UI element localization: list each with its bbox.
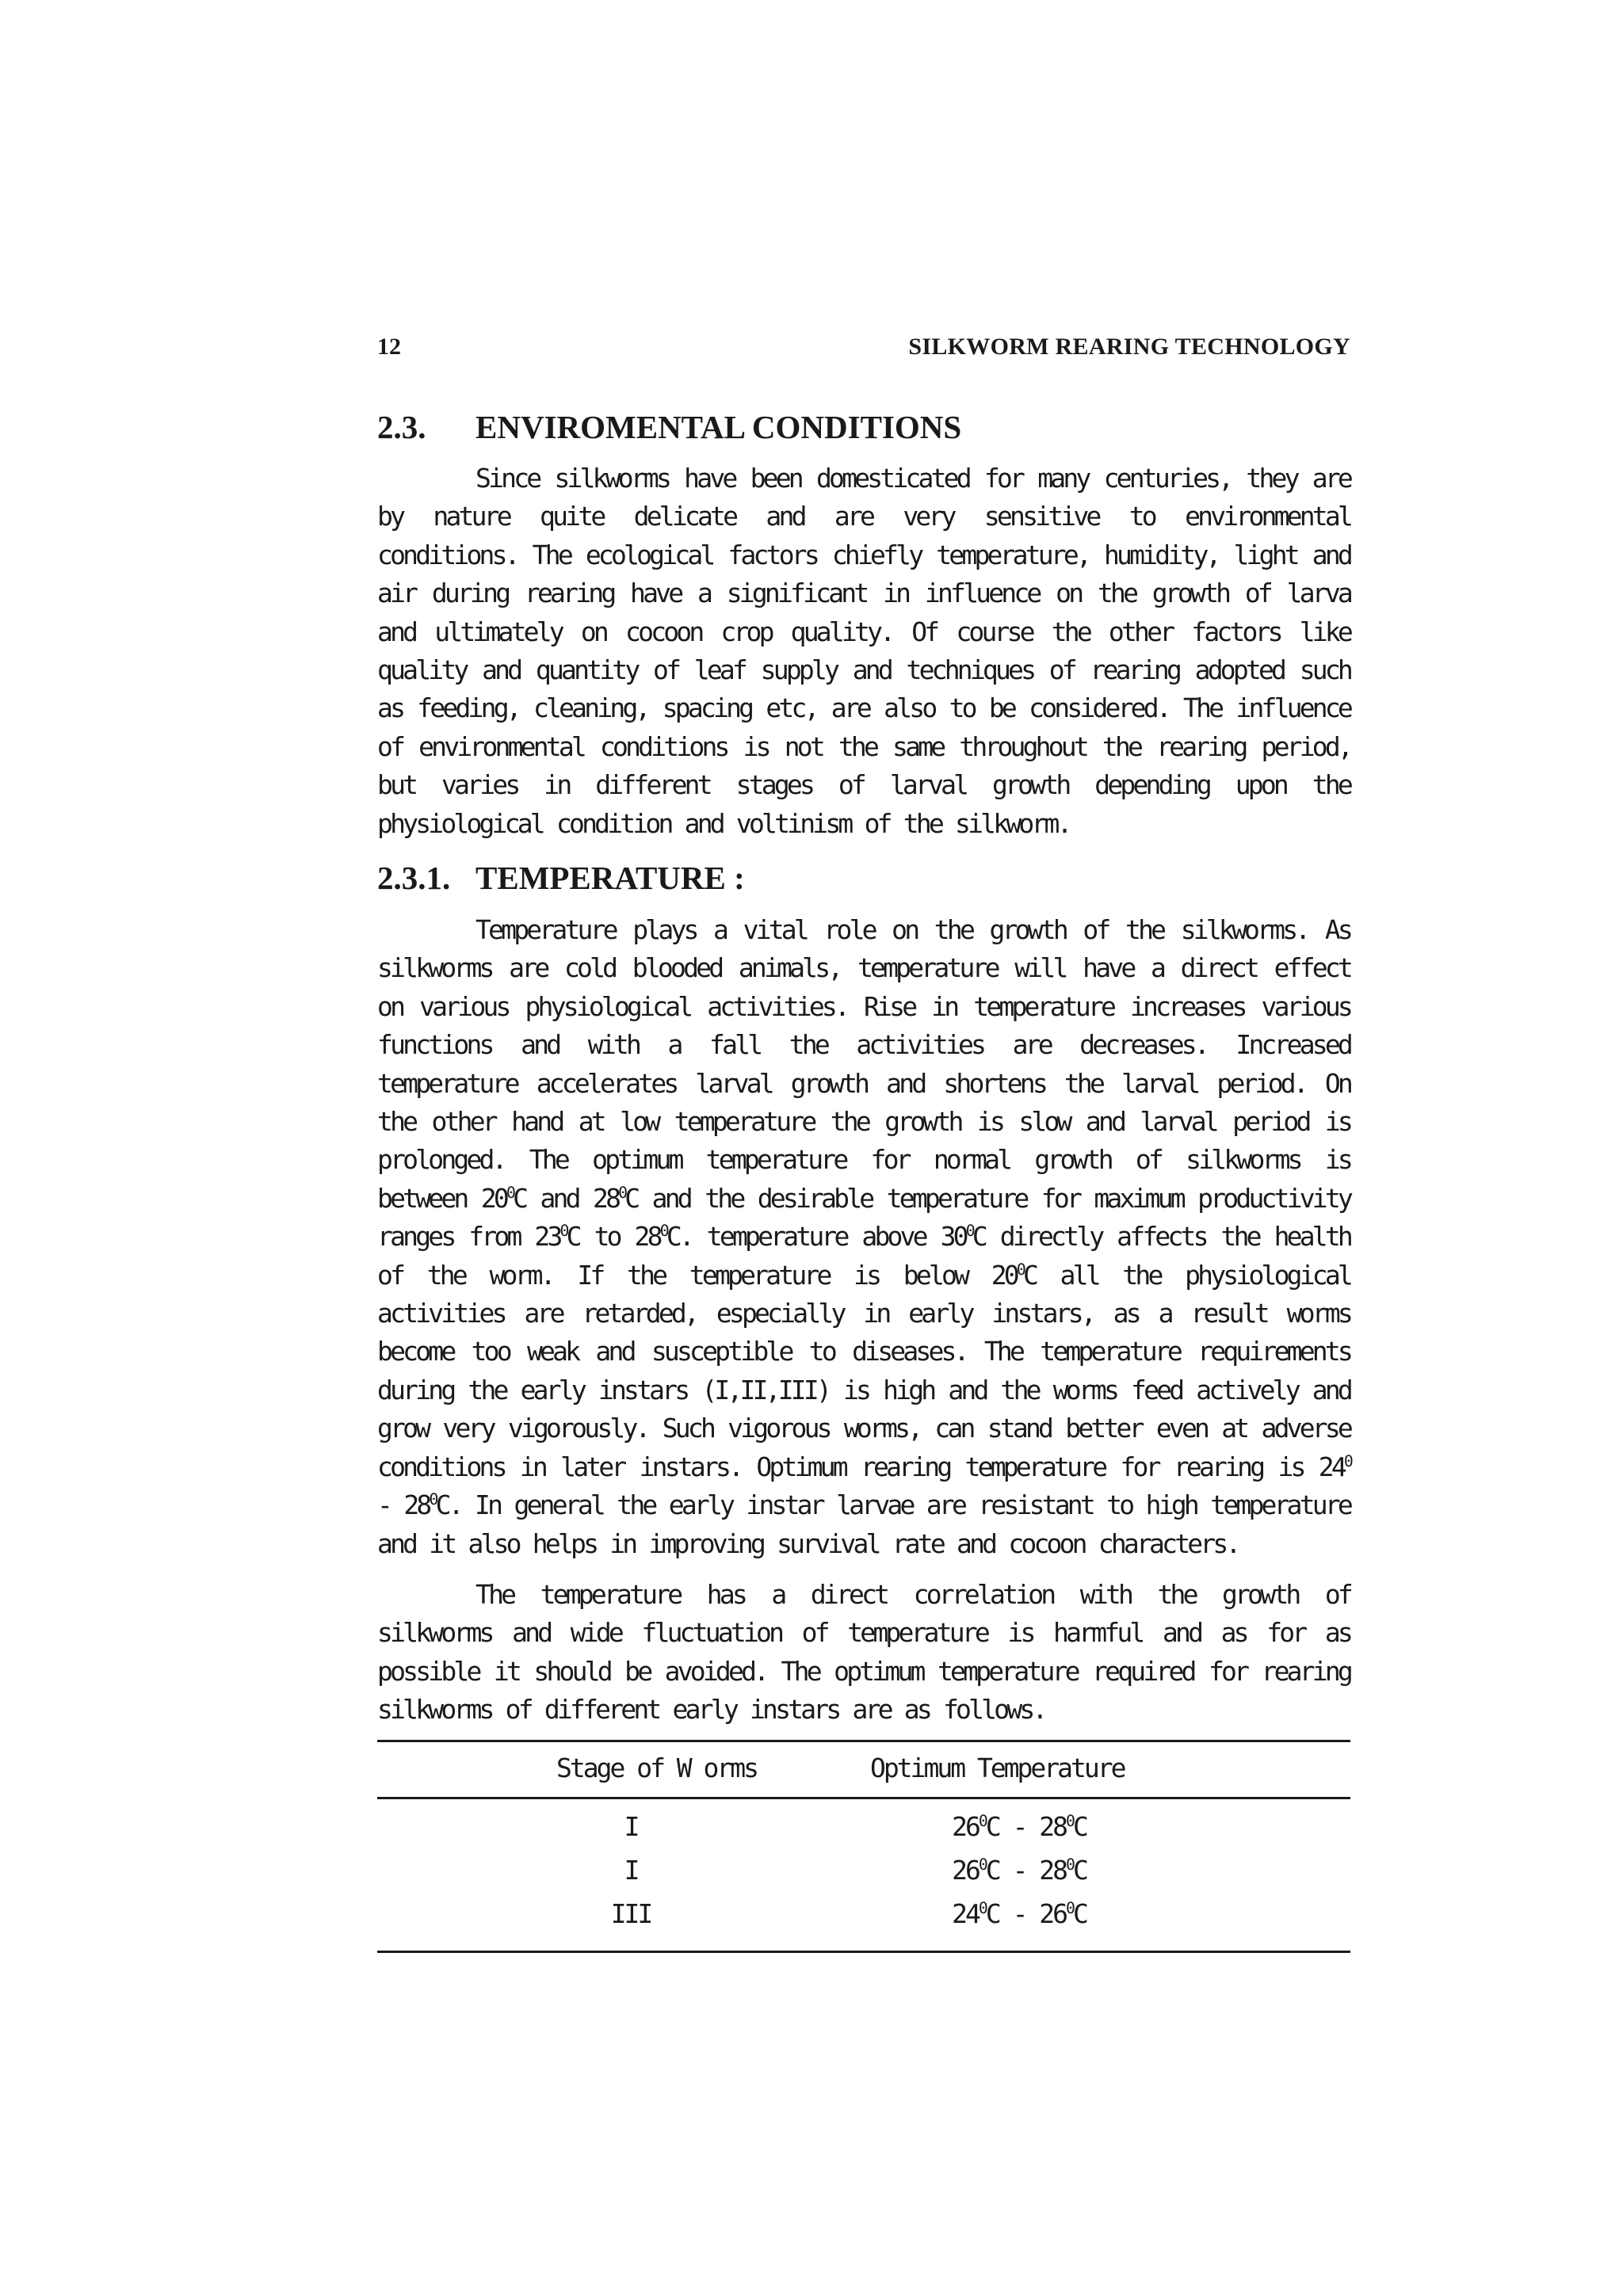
table-row-temperature: $26^0C - 28^0C$ — [952, 1811, 1086, 1842]
page-number: 12 — [377, 334, 401, 360]
degree-mark: 0 — [1343, 1451, 1350, 1470]
degree-mark: 0 — [659, 1222, 666, 1241]
running-title: SILKWORM REARING TECHNOLOGY — [908, 334, 1350, 360]
table-bottom-rule — [377, 1951, 1350, 1953]
section-heading — [377, 407, 961, 447]
table-row-stage: I — [624, 1811, 638, 1842]
section-title: ENVIROMENTAL CONDITIONS — [475, 409, 962, 445]
table-top-rule — [377, 1740, 1350, 1742]
section-paragraph: Since silkworms have been domesticated for many centuries, they are by nature quite delicate and are very sensitive to environmental conditions. The ecological factors chiefly temperature, humidity, light and air during rearing have a significant in influence on the growth of larva and ultimately on cocoon crop quality. Of course the other factors like quality and quantity of leaf supply and techniques of rearing adopted such as feeding, cleaning, spacing etc, are also to be considered. The influence of environmental conditions is not the same throughout the rearing period, but varies in different stages of larval growth depending upon the physiological condition and voltinism of the silkworm. — [377, 463, 1350, 839]
table-row-stage: I — [624, 1855, 638, 1886]
degree-mark: 0 — [965, 1222, 972, 1241]
table-header-rule — [377, 1797, 1350, 1799]
degree-mark: 0 — [506, 1183, 514, 1202]
table-row-stage: III — [610, 1898, 651, 1929]
temperature-paragraph-1: Temperature plays a vital role on the growth of the silkworms. As silkworms are cold blooded animals, temperature will have a direct effect on various physiological activities. Rise in temperature increases various functions and with a fall the activities are decreases. Increased temperature accelerates larval growth and shortens the larval period. On the other hand at low temperature the growth is slow and larval period is prolonged. The optimum temperature for normal growth of silkworms is between $20^0C$ and $28^0C$ and the desirable temperature for maximum productivity ranges from $23^0C$ to $28^0C$. temperature above $30^0C$ directly affects the health of the worm. If the temperature is below $20^0C$ all the physiological activities are retarded, especially in early instars, as a result worms become too weak and susceptible to diseases. The temperature requirements during the early instars (I,II,III) is high and the worms feed actively and grow very vigorously. Such vigorous worms, can stand better even at adverse conditions in later instars. Optimum rearing temperature for rearing is $24^0 - 28^0C$. In general the early instar larvae are resistant to high temperature and it also helps in improving survival rate and cocoon characters. — [377, 914, 1350, 1559]
degree-mark: 0 — [1016, 1260, 1023, 1279]
degree-mark: 0 — [559, 1222, 567, 1241]
subsection-number: 2.3.1. — [377, 860, 451, 896]
table-row-temperature: $26^0C - 28^0C$ — [952, 1855, 1086, 1886]
table-row-temperature: $24^0C - 26^0C$ — [952, 1898, 1086, 1929]
degree-mark: 0 — [429, 1490, 436, 1509]
temperature-paragraph-2: The temperature has a direct correlation with the growth of silkworms and wide fluctuation of temperature is harmful and as for as possible it should be avoided. The optimum temperature required for rearing silkworms of different early instars are as follows. — [377, 1579, 1350, 1726]
subsection-heading — [377, 858, 745, 898]
section-number: 2.3. — [377, 409, 426, 445]
table-header-stage: Stage of W orms — [556, 1753, 758, 1783]
degree-mark: 0 — [618, 1183, 625, 1202]
subsection-title: TEMPERATURE : — [475, 860, 745, 896]
table-header-temperature: Optimum Temperature — [870, 1753, 1125, 1783]
